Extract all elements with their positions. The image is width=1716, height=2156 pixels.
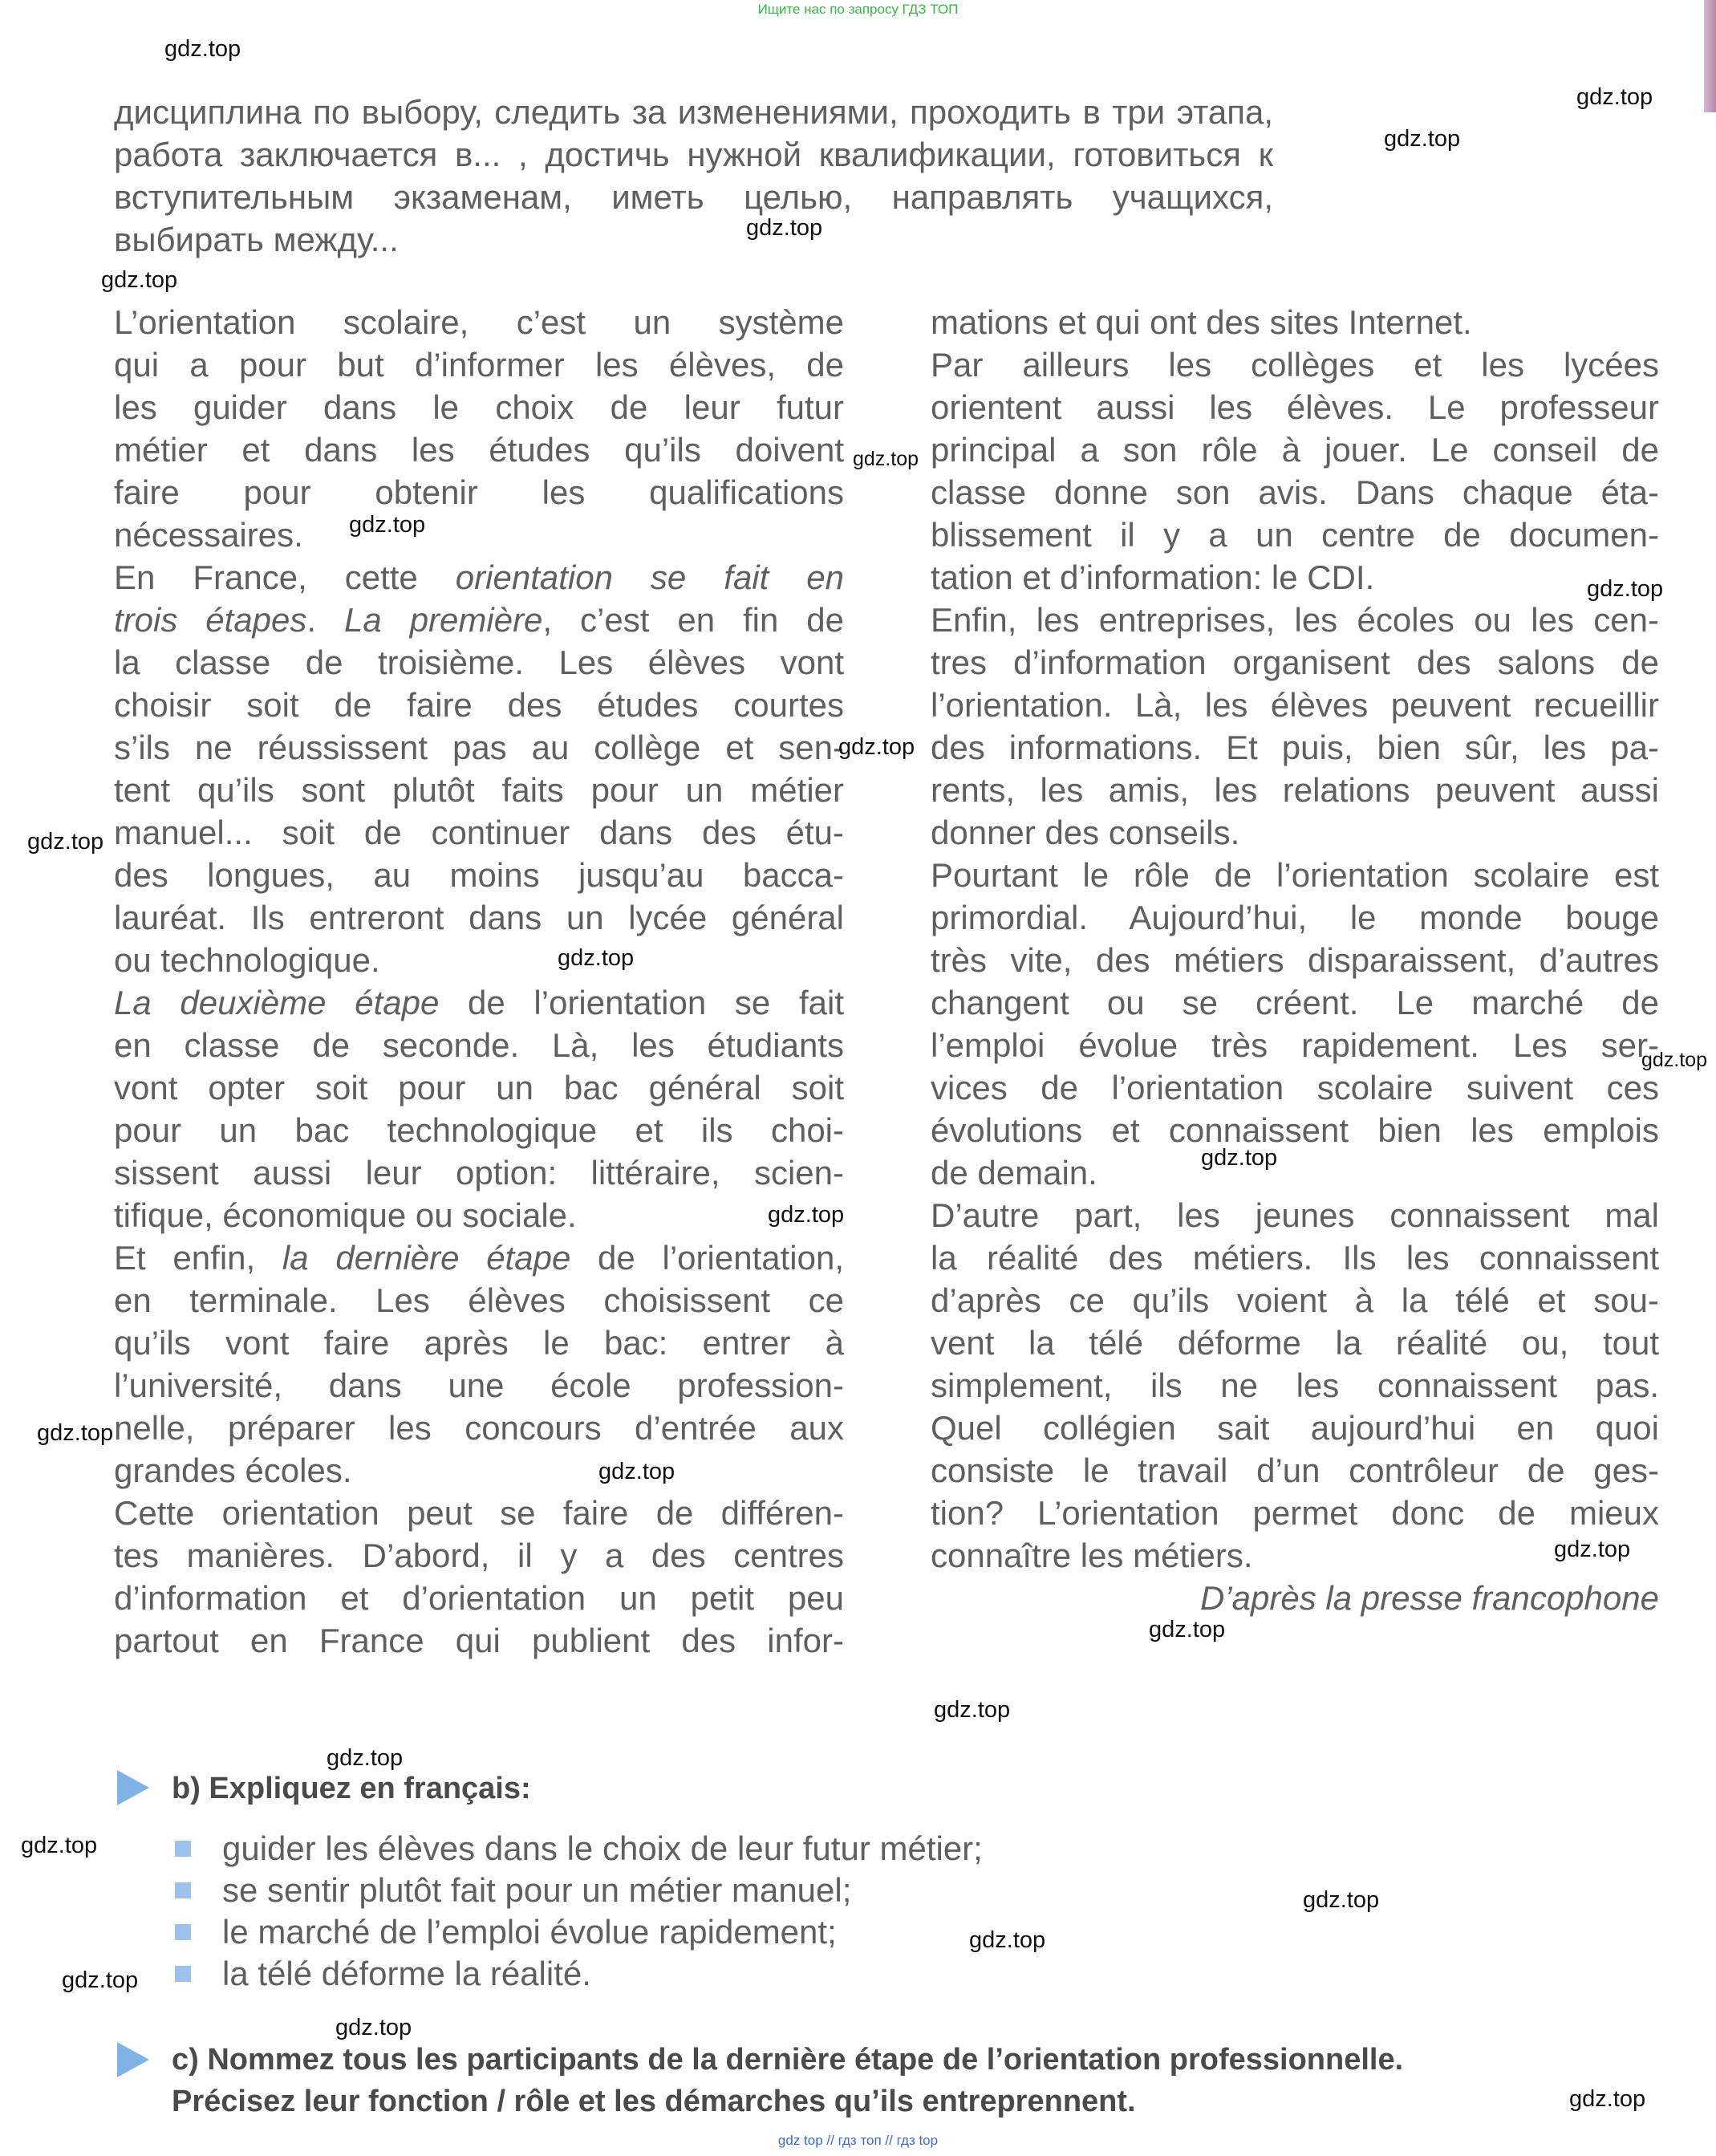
text-line: en terminale. Les élèves choisissent ce (114, 1281, 844, 1319)
text-line: évolutions et connaissent bien les emplois (931, 1111, 1659, 1149)
task-c-line-1: c) Nommez tous les participants de la dernière étape de l’orientation professionnelle. (172, 2043, 1404, 2077)
text-line: Pourtant le rôle de l’orientation scolaire est (931, 856, 1659, 894)
watermark: gdz.top (1149, 1617, 1226, 1642)
watermark: gdz.top (101, 267, 178, 293)
watermark: gdz.top (1384, 126, 1461, 152)
text-line: pour un bac technologique et ils choi- (114, 1111, 844, 1149)
text-line: L’orientation scolaire, c’est un système (114, 303, 844, 341)
watermark: gdz.top (1587, 576, 1664, 602)
task-b-item: guider les élèves dans le choix de leur futur métier; (222, 1829, 983, 1867)
watermark: gdz.top (558, 945, 635, 971)
task-b-item: se sentir plutôt fait pour un métier manuel; (222, 1871, 852, 1909)
square-bullet-icon (175, 1882, 191, 1898)
text-line: des longues, au moins jusqu’au bacca- (114, 856, 844, 894)
watermark: gdz.top (164, 36, 241, 62)
text-line: vont opter soit pour un bac général soit (114, 1069, 844, 1106)
watermark: gdz.top (1201, 1145, 1278, 1171)
top-note: Ищите нас по запросу ГДЗ ТОП (757, 2, 959, 17)
watermark: gdz.top (838, 734, 915, 760)
text-line: ou technologique. (114, 941, 380, 979)
text-line: en classe de seconde. Là, les étudiants (114, 1026, 844, 1064)
text-line: l’orientation. Là, les élèves peuvent recueillir (931, 686, 1659, 724)
watermark: gdz.top (598, 1459, 675, 1484)
watermark: gdz.top (327, 1745, 404, 1771)
article-right-column (931, 301, 1659, 1619)
text-line: classe donne son avis. Dans chaque éta- (931, 473, 1659, 511)
text-line: sissent aussi leur option: littéraire, scien- (114, 1154, 844, 1192)
text-line: tres d’information organisent des salons de (931, 644, 1659, 681)
square-bullet-icon (175, 1841, 191, 1857)
text-line: changent ou se créent. Le marché de (931, 984, 1659, 1021)
text-line: grandes écoles. (114, 1452, 352, 1489)
watermark: gdz.top (768, 1202, 845, 1228)
text-line: primordial. Aujourd’hui, le monde bouge (931, 899, 1659, 936)
watermark: gdz.top (1554, 1537, 1631, 1562)
text-line: tes manières. D’abord, il y a des centres (114, 1537, 844, 1574)
text-line: simplement, ils ne les connaissent pas. (931, 1366, 1659, 1404)
text-line: qui a pour but d’informer les élèves, de (114, 346, 844, 384)
watermark: gdz.top (969, 1927, 1046, 1953)
text-line: d’information et d’orientation un petit peu (114, 1579, 844, 1617)
text-line: D’autre part, les jeunes connaissent mal (931, 1196, 1659, 1234)
text-line: tation et d’information: le CDI. (931, 558, 1375, 596)
article-left-column (114, 301, 844, 1662)
text-line: qu’ils vont faire après le bac: entrer à (114, 1324, 844, 1362)
text-line: d’après ce qu’ils voient à la télé et sou- (931, 1281, 1659, 1319)
text-line: Enfin, les entreprises, les écoles ou les cen- (931, 601, 1659, 639)
text-line: la classe de troisième. Les élèves vont (114, 644, 844, 681)
watermark: gdz.top (27, 829, 104, 855)
watermark: gdz.top (1303, 1887, 1380, 1913)
text-line: consiste le travail d’un contrôleur de ges- (931, 1452, 1659, 1489)
text-line: donner des conseils. (931, 814, 1240, 851)
watermark: gdz.top (853, 448, 919, 470)
watermark: gdz.top (335, 2015, 412, 2040)
text-line: La deuxième étape de l’orientation se fait (114, 984, 844, 1021)
text-line: vices de l’orientation scolaire suivent ces (931, 1069, 1659, 1106)
text-line: lauréat. Ils entreront dans un lycée général (114, 899, 844, 936)
task-b-title: b) Expliquez en français: (172, 1772, 531, 1805)
watermark: gdz.top (62, 1967, 139, 1993)
text-line: des informations. Et puis, bien sûr, les pa- (931, 729, 1659, 766)
watermark: gdz.top (746, 215, 823, 241)
task-b-arrow-icon (117, 1770, 149, 1805)
text-line: faire pour obtenir les qualifications (114, 473, 844, 511)
text-line: connaître les métiers. (931, 1537, 1253, 1574)
text-line: l’université, dans une école profession- (114, 1366, 844, 1404)
watermark: gdz.top (1576, 84, 1653, 110)
text-line: tifique, économique ou sociale. (114, 1196, 577, 1234)
task-b-item: le marché de l’emploi évolue rapidement; (222, 1913, 837, 1951)
text-line: les guider dans le choix de leur futur (114, 388, 844, 426)
watermark: gdz.top (1641, 1049, 1708, 1071)
text-line: l’emploi évolue très rapidement. Les ser- (931, 1026, 1659, 1064)
text-line: partout en France qui publient des infor- (114, 1622, 844, 1659)
square-bullet-icon (175, 1924, 191, 1940)
text-line: trois étapes. La première, c’est en fin de (114, 601, 845, 639)
watermark: gdz.top (1569, 2086, 1646, 2112)
watermark: gdz.top (349, 512, 426, 538)
text-line: choisir soit de faire des études courtes (114, 686, 844, 724)
russian-vocabulary: дисциплина по выбору, следить за изменениями, проходить в три этапа, работа заключается в... , достичь нужной квалификации, готовиться к вступительным экзаменам, иметь целью, направлять учащихся, выбирать между... (114, 93, 1273, 258)
text-line: s’ils ne réussissent pas au collège et sen- (114, 729, 844, 766)
bottom-note: gdz top // гдз топ // гдз top (777, 2133, 939, 2148)
text-line: tent qu’ils sont plutôt faits pour un métier (114, 771, 844, 809)
text-line: rents, les amis, les relations peuvent aussi (931, 771, 1659, 809)
text-line: nelle, préparer les concours d’entrée aux (114, 1409, 844, 1447)
text-line: blissement il y a un centre de documen- (931, 516, 1659, 554)
text-line: la réalité des métiers. Ils les connaissent (931, 1239, 1659, 1277)
task-c-arrow-icon (117, 2042, 149, 2077)
watermark: gdz.top (934, 1697, 1011, 1723)
task-b-item: la télé déforme la réalité. (222, 1955, 591, 1992)
square-bullet-icon (175, 1966, 191, 1982)
text-line: métier et dans les études qu’ils doivent (114, 431, 844, 469)
text-line: de demain. (931, 1154, 1097, 1192)
text-line: tion? L’orientation permet donc de mieux (931, 1494, 1659, 1532)
text-line: vent la télé déforme la réalité ou, tout (931, 1324, 1659, 1362)
text-line: Quel collégien sait aujourd’hui en quoi (931, 1409, 1659, 1447)
watermark: gdz.top (21, 1833, 98, 1858)
source-attribution: D’après la presse francophone (1199, 1579, 1659, 1617)
text-line: manuel... soit de continuer dans des étu- (114, 814, 844, 851)
text-line: nécessaires. (114, 516, 303, 554)
task-c-line-2: Précisez leur fonction / rôle et les démarches qu’ils entreprennent. (172, 2085, 1136, 2118)
text-line: orientent aussi les élèves. Le professeur (931, 388, 1659, 426)
text-line: très vite, des métiers disparaissent, d’autres (931, 941, 1659, 979)
text-line: En France, cette orientation se fait en (114, 558, 845, 596)
text-line: Par ailleurs les collèges et les lycées (931, 346, 1659, 384)
text-line: mations et qui ont des sites Internet. (931, 303, 1472, 341)
text-line: Et enfin, la dernière étape de l’orientation, (114, 1239, 844, 1277)
text-line: principal a son rôle à jouer. Le conseil de (931, 431, 1659, 469)
text-line: Cette orientation peut se faire de différen- (114, 1494, 844, 1532)
watermark: gdz.top (37, 1420, 114, 1446)
